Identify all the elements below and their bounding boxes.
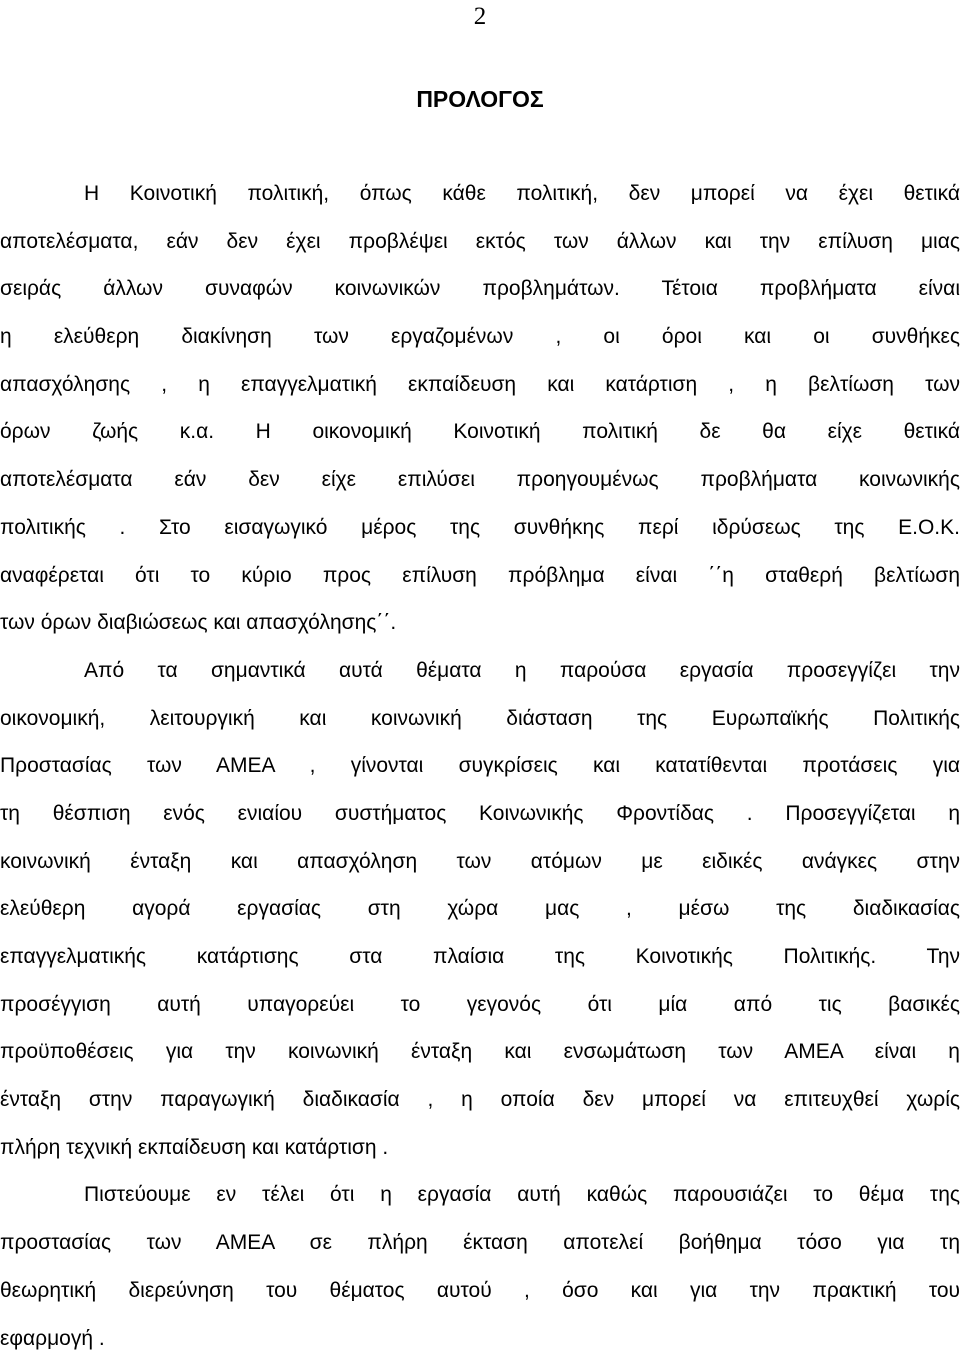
- text-line: προϋποθέσεις για την κοινωνική ένταξη και ενσωμάτωση των ΑΜΕΑ είναι η: [0, 1028, 960, 1076]
- text-line: οικονομική, λειτουργική και κοινωνική διάσταση της Ευρωπαϊκής Πολιτικής: [0, 695, 960, 743]
- text-line: ελεύθερη αγορά εργασίας στη χώρα μας , μέσω της διαδικασίας: [0, 885, 960, 933]
- text-line: Προστασίας των ΑΜΕΑ , γίνονται συγκρίσεις και κατατίθενται προτάσεις για: [0, 742, 960, 790]
- text-line: εφαρμογή .: [0, 1315, 960, 1362]
- text-line: αποτελέσματα εάν δεν είχε επιλύσει προηγουμένως προβλήματα κοινωνικής: [0, 456, 960, 504]
- text-line: ένταξη στην παραγωγική διαδικασία , η οποία δεν μπορεί να επιτευχθεί χωρίς: [0, 1076, 960, 1124]
- text-line: η ελεύθερη διακίνηση των εργαζομένων , οι όροι και οι συνθήκες: [0, 313, 960, 361]
- text-line: πλήρη τεχνική εκπαίδευση και κατάρτιση .: [0, 1124, 960, 1172]
- paragraph-3: [0, 1171, 960, 1362]
- paragraph-2: [0, 647, 960, 1172]
- text-line: πολιτικής . Στο εισαγωγικό μέρος της συνθήκης περί ιδρύσεως της Ε.Ο.Κ.: [0, 504, 960, 552]
- text-line: επαγγελματικής κατάρτισης στα πλαίσια της Κοινοτικής Πολιτικής. Την: [0, 933, 960, 981]
- text-line: προσέγγιση αυτή υπαγορεύει το γεγονός ότι μία από τις βασικές: [0, 981, 960, 1029]
- page-number: 2: [0, 2, 960, 32]
- text-line: κοινωνική ένταξη και απασχόληση των ατόμων με ειδικές ανάγκες στην: [0, 838, 960, 886]
- text-line: Η Κοινοτική πολιτική, όπως κάθε πολιτική, δεν μπορεί να έχει θετικά: [0, 170, 960, 218]
- body-text: [0, 170, 960, 1362]
- text-line: αναφέρεται ότι το κύριο προς επίλυση πρόβλημα είναι ΄΄η σταθερή βελτίωση: [0, 552, 960, 600]
- text-line: Πιστεύουμε εν τέλει ότι η εργασία αυτή καθώς παρουσιάζει το θέμα της: [0, 1171, 960, 1219]
- text-line: σειράς άλλων συναφών κοινωνικών προβλημάτων. Τέτοια προβλήματα είναι: [0, 265, 960, 313]
- text-line: Από τα σημαντικά αυτά θέματα η παρούσα εργασία προσεγγίζει την: [0, 647, 960, 695]
- text-line: προστασίας των ΑΜΕΑ σε πλήρη έκταση αποτελεί βοήθημα τόσο για τη: [0, 1219, 960, 1267]
- text-line: των όρων διαβιώσεως και απασχόλησης΄΄.: [0, 599, 960, 647]
- text-line: θεωρητική διερεύνηση του θέματος αυτού , όσο και για την πρακτική του: [0, 1267, 960, 1315]
- text-line: τη θέσπιση ενός ενιαίου συστήματος Κοινωνικής Φροντίδας . Προσεγγίζεται η: [0, 790, 960, 838]
- text-line: αποτελέσματα, εάν δεν έχει προβλέψει εκτός των άλλων και την επίλυση μιας: [0, 218, 960, 266]
- text-line: όρων ζωής κ.α. Η οικονομική Κοινοτική πολιτική δε θα είχε θετικά: [0, 408, 960, 456]
- paragraph-1: [0, 170, 960, 647]
- text-line: απασχόλησης , η επαγγελματική εκπαίδευση και κατάρτιση , η βελτίωση των: [0, 361, 960, 409]
- page-title: ΠΡΟΛΟΓΟΣ: [0, 84, 960, 114]
